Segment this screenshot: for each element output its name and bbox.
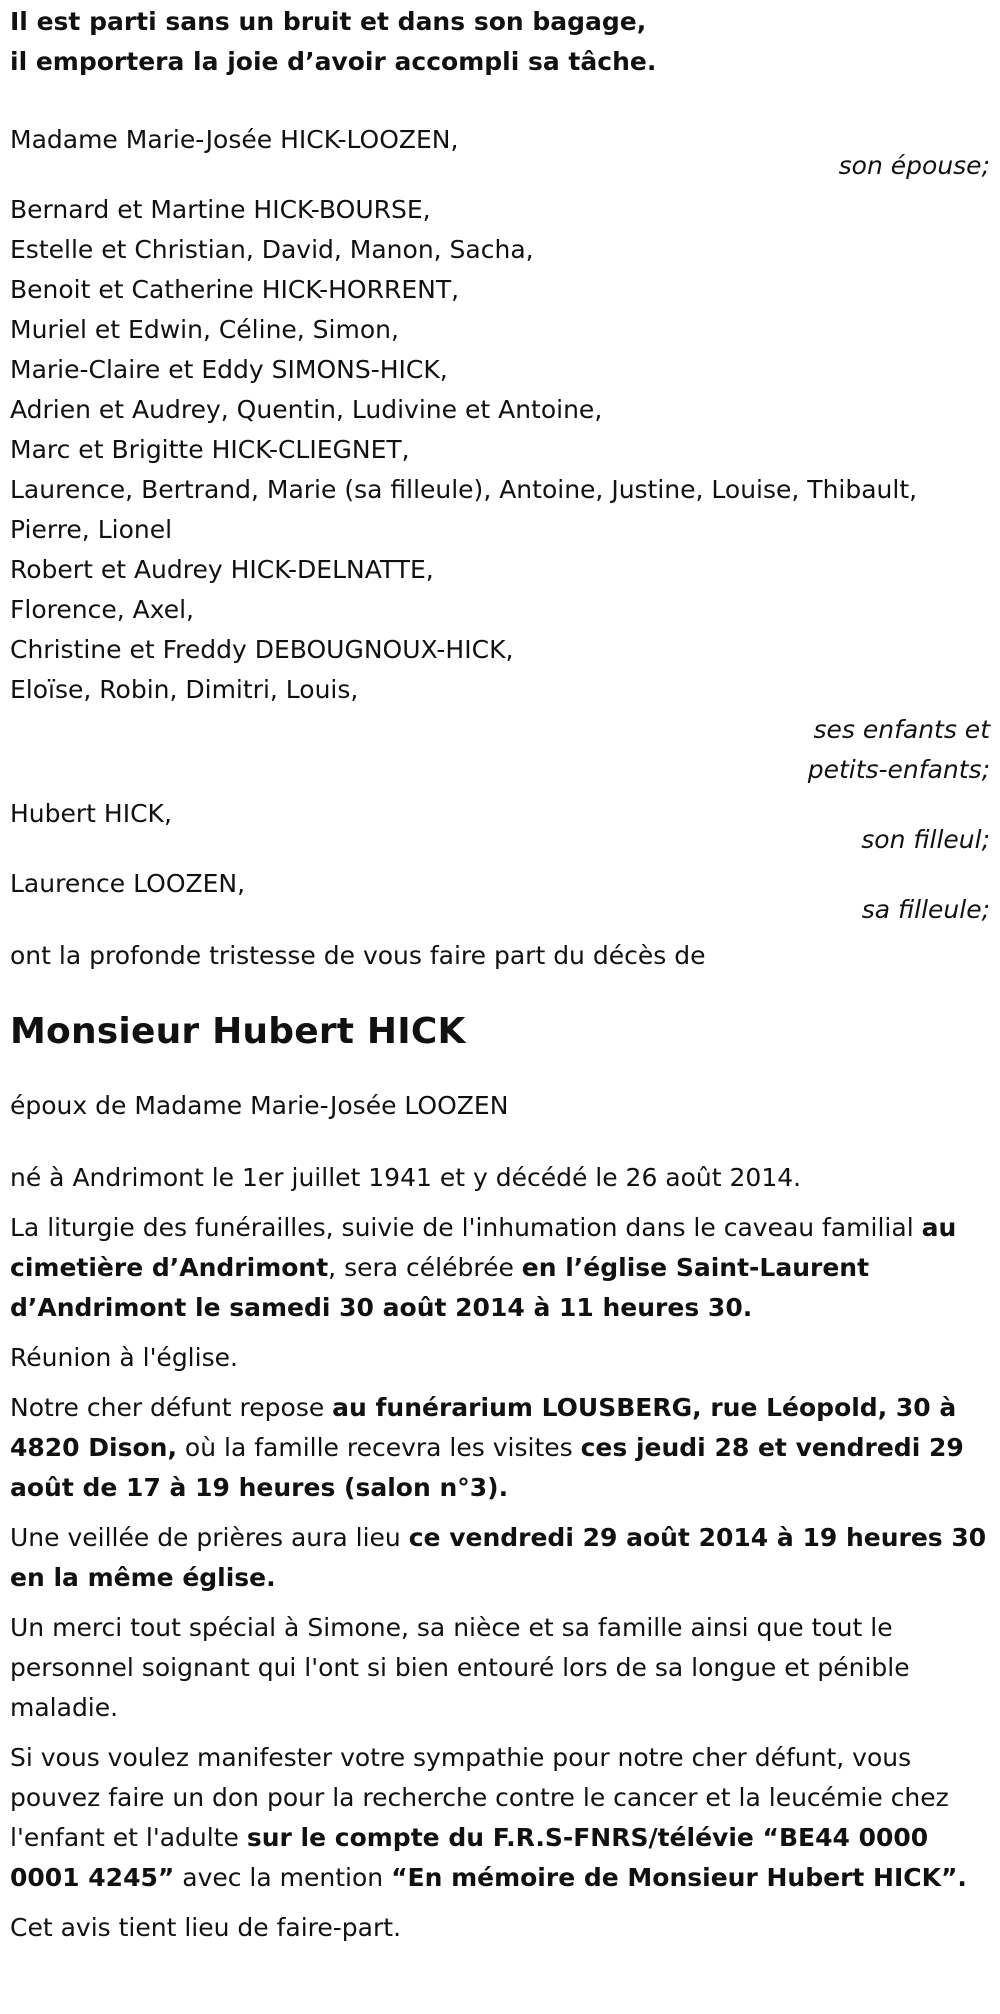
donation-text-2: avec la mention	[174, 1863, 392, 1892]
born-died-text: né à Andrimont le 1er juillet 1941 et y décédé le 26 août 2014.	[10, 1163, 802, 1192]
children-line: Adrien et Audrey, Quentin, Ludivine et Antoine,	[10, 395, 603, 424]
godson-role: son filleul;	[861, 825, 990, 854]
funeral-text-2: , sera célébrée	[328, 1253, 522, 1282]
children-line: Eloïse, Robin, Dimitri, Louis,	[10, 675, 359, 704]
children-line: Marc et Brigitte HICK-CLIEGNET,	[10, 435, 410, 464]
spouse-name: Madame Marie-Josée HICK-LOOZEN,	[10, 125, 459, 154]
children-line: Robert et Audrey HICK-DELNATTE,	[10, 555, 434, 584]
reunion-paragraph: Réunion à l'église.	[10, 1343, 238, 1372]
children-line: Bernard et Martine HICK-BOURSE,	[10, 195, 431, 224]
children-line: Benoit et Catherine HICK-HORRENT,	[10, 275, 460, 304]
children-line: Florence, Axel,	[10, 595, 194, 624]
donation-text-1: Si vous voulez manifester votre sympathie pour notre cher défunt, vous pouvez faire un don pour la recherche contre le cancer et la leucémie chez l'enfant et l'adulte	[10, 1743, 949, 1852]
goddaughter-role: sa filleule;	[861, 895, 990, 924]
intro-line-2: il emportera la joie d’avoir accompli sa tâche.	[10, 47, 657, 76]
visits-text-2: où la famille recevra les visites	[176, 1433, 581, 1462]
spouse-role: son épouse;	[838, 151, 990, 180]
intro-verse	[10, 0, 1000, 82]
closing-paragraph: Cet avis tient lieu de faire-part.	[10, 1913, 402, 1942]
vigil-paragraph	[10, 1518, 995, 1598]
funeral-church-date: en l’église Saint-Laurent d’Andrimont le samedi 30 août 2014 à 11 heures 30.	[10, 1253, 870, 1322]
announcement-text: ont la profonde tristesse de vous faire part du décès de	[10, 941, 706, 970]
spouse-of-block	[10, 1086, 1000, 1126]
donation-account: sur le compte du F.R.S-FNRS/télévie “BE44 0000 0001 4245”	[10, 1823, 929, 1892]
born-died-block	[10, 1158, 1000, 1198]
visits-dates: ces jeudi 28 et vendredi 29 août de 17 à 19 heures (salon n°3).	[10, 1433, 964, 1502]
children-line: Christine et Freddy DEBOUGNOUX-HICK,	[10, 635, 514, 664]
spouse-of-text: époux de Madame Marie-Josée LOOZEN	[10, 1091, 509, 1120]
funeral-cemetery: au cimetière d’Andrimont	[10, 1213, 957, 1282]
children-line: Laurence, Bertrand, Marie (sa filleule), Antoine, Justine, Louise, Thibault,	[10, 475, 918, 504]
vigil-text-1: Une veillée de prières aura lieu	[10, 1523, 409, 1552]
children-role-line-2: petits-enfants;	[807, 755, 990, 784]
spouse-block	[10, 120, 1000, 186]
donation-mention: “En mémoire de Monsieur Hubert HICK”.	[391, 1863, 967, 1892]
godson-block	[10, 794, 1000, 860]
vigil-date: ce vendredi 29 août 2014 à 19 heures 30 en la même église.	[10, 1523, 987, 1592]
godson-name: Hubert HICK,	[10, 799, 172, 828]
visits-text-1: Notre cher défunt repose	[10, 1393, 333, 1422]
children-line: Estelle et Christian, David, Manon, Sacha,	[10, 235, 534, 264]
donation-paragraph	[10, 1738, 995, 1898]
goddaughter-name: Laurence LOOZEN,	[10, 869, 246, 898]
announcement-block	[10, 936, 1000, 976]
visits-paragraph	[10, 1388, 995, 1508]
deceased-name: Monsieur Hubert HICK	[10, 1011, 466, 1052]
children-line: Pierre, Lionel	[10, 515, 173, 544]
intro-line-1: Il est parti sans un bruit et dans son bagage,	[10, 7, 647, 36]
thanks-paragraph: Un merci tout spécial à Simone, sa nièce et sa famille ainsi que tout le personnel soignant qui l'ont si bien entouré lors de sa longue et pénible maladie.	[10, 1613, 910, 1722]
visits-funeral-home: au funérarium LOUSBERG, rue Léopold, 30 à 4820 Dison,	[10, 1393, 957, 1462]
children-role-line-1: ses enfants et	[813, 715, 990, 744]
children-block	[10, 190, 1000, 790]
children-line: Marie-Claire et Eddy SIMONS-HICK,	[10, 355, 448, 384]
goddaughter-block	[10, 864, 1000, 930]
children-line: Muriel et Edwin, Céline, Simon,	[10, 315, 399, 344]
funeral-paragraph	[10, 1208, 995, 1328]
funeral-text-1: La liturgie des funérailles, suivie de l'inhumation dans le caveau familial	[10, 1213, 922, 1242]
